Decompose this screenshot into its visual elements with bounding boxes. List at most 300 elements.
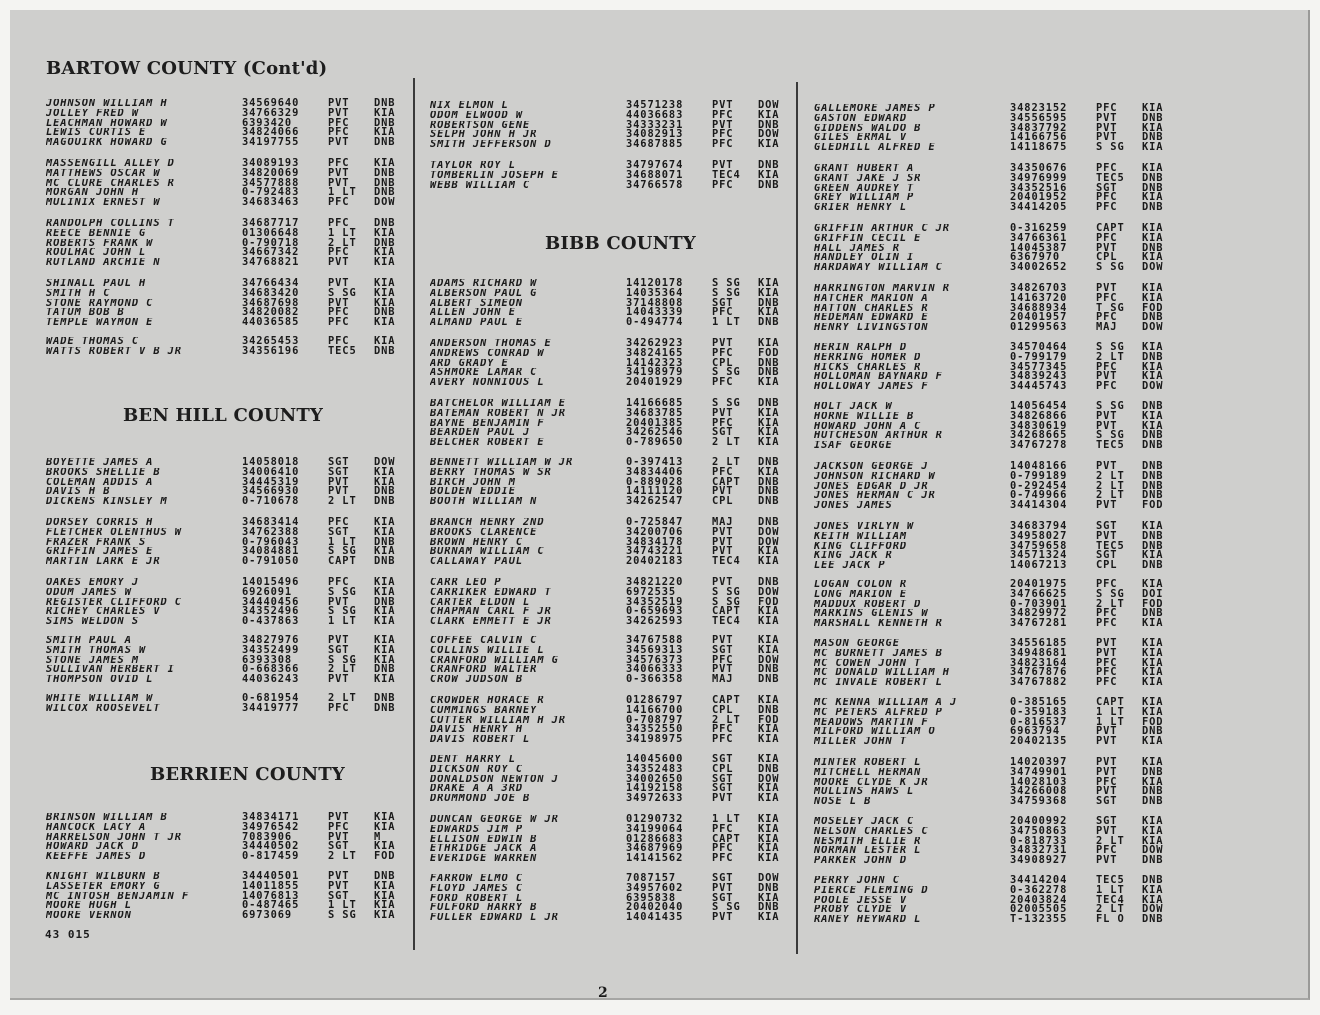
status-code: KIA <box>758 108 780 121</box>
casualty-name: WILCOX ROOSEVELT <box>46 703 161 714</box>
rank: S SG <box>712 397 741 409</box>
serial-number: 0-437863 <box>242 615 300 628</box>
status-code: KIA <box>1142 893 1164 906</box>
rank: 2 LT <box>1096 489 1125 502</box>
rank: PFC <box>712 852 734 865</box>
casualty-row <box>46 219 414 229</box>
serial-number: 14142323 <box>626 356 684 369</box>
casualty-name: HERIN RALPH D <box>814 343 908 353</box>
casualty-row <box>430 772 798 785</box>
status-code: KIA <box>758 733 780 746</box>
status-code: DNB <box>1142 795 1164 808</box>
casualty-row <box>46 595 414 608</box>
serial-number: 14120178 <box>626 277 684 289</box>
status-code: DNB <box>758 881 780 894</box>
casualty-name: HOLLOMAN BAYNARD F <box>814 372 943 383</box>
casualty-name: MILFORD WILLIAM O <box>814 727 936 738</box>
rank: 2 LT <box>1096 469 1125 482</box>
serial-number: 34827976 <box>242 634 300 646</box>
casualty-name: HOLT JACK W <box>814 402 893 412</box>
status-code: KIA <box>758 911 780 924</box>
serial-number: 34352496 <box>242 605 300 618</box>
casualty-group <box>430 458 798 507</box>
status-code: DNB <box>758 456 780 468</box>
rank: CPL <box>712 356 734 369</box>
serial-number: 34820069 <box>242 166 300 179</box>
status-code: KIA <box>1142 656 1164 669</box>
rank: PFC <box>1096 380 1118 393</box>
rank: MAJ <box>712 516 734 528</box>
casualty-name: DORSEY CORRIS H <box>46 518 154 528</box>
casualty-name: ELLISON EDWIN B <box>430 834 538 845</box>
casualty-name: ALBERSON PAUL G <box>430 288 538 299</box>
casualty-row <box>430 279 798 289</box>
status-code: KIA <box>374 879 396 892</box>
status-code: DNB <box>1142 479 1164 492</box>
rank: S SG <box>1096 261 1125 274</box>
serial-number: 34414304 <box>1010 499 1068 512</box>
serial-number: 34082913 <box>626 128 684 141</box>
serial-number: 6393308 <box>242 653 293 666</box>
serial-number: 7087157 <box>626 872 677 884</box>
casualty-name: BEARDEN PAUL J <box>430 428 531 439</box>
rank: CAPT <box>712 475 741 488</box>
rank: PVT <box>328 256 350 269</box>
rank: 1 LT <box>328 535 357 548</box>
serial-number: 34824165 <box>626 346 684 359</box>
casualty-name: KING JACK R <box>814 551 893 562</box>
casualty-name: BOLDEN EDDIE <box>430 487 516 498</box>
casualty-row <box>46 901 414 911</box>
status-code: KIA <box>374 605 396 618</box>
casualty-name: ADAMS RICHARD W <box>430 279 538 289</box>
status-code: KIA <box>1142 370 1164 383</box>
casualty-row <box>430 854 798 864</box>
rank: PFC <box>1096 191 1118 204</box>
serial-number: 01299563 <box>1010 321 1068 334</box>
casualty-row <box>814 301 1182 314</box>
casualty-name: CRANFORD WALTER <box>430 665 538 676</box>
serial-number: 34687698 <box>242 296 300 309</box>
status-code: KIA <box>758 832 780 845</box>
serial-number: 34199064 <box>626 822 684 835</box>
status-code: KIA <box>374 316 396 329</box>
casualty-group <box>430 518 798 567</box>
casualty-row <box>814 758 1182 768</box>
serial-number: 0-385165 <box>1010 696 1068 708</box>
status-code: DOI <box>1142 587 1164 600</box>
serial-number: 34556595 <box>1010 111 1068 124</box>
rank: S SG <box>712 595 741 608</box>
status-code: KIA <box>1142 775 1164 788</box>
rank: PFC <box>1096 617 1118 630</box>
status-code: KIA <box>1142 251 1164 264</box>
casualty-name: DAVIS HENRY H <box>430 725 524 736</box>
casualty-group <box>430 399 798 448</box>
status-code: DNB <box>1142 171 1164 184</box>
rank: S SG <box>1096 400 1125 412</box>
casualty-name: BATEMAN ROBERT N JR <box>430 408 566 419</box>
casualty-name: FLOYD JAMES C <box>430 883 524 894</box>
casualty-name: CARRIKER EDWARD T <box>430 587 552 598</box>
rank: PVT <box>328 811 350 823</box>
rank: S SG <box>1096 341 1125 353</box>
casualty-name: ALMAND PAUL E <box>430 318 524 328</box>
casualty-name: BIRCH JOHN M <box>430 477 516 488</box>
status-code: KIA <box>1142 578 1164 590</box>
status-code: DNB <box>1142 400 1164 412</box>
serial-number: 34667342 <box>242 246 300 259</box>
casualty-row <box>430 101 798 111</box>
rank: PVT <box>328 97 350 109</box>
casualty-row <box>430 296 798 309</box>
serial-number: 14041435 <box>626 911 684 924</box>
status-code: DOW <box>1142 844 1164 857</box>
casualty-name: SMITH JEFFERSON D <box>430 140 552 150</box>
status-code: DNB <box>374 485 396 498</box>
casualty-row <box>430 643 798 656</box>
casualty-row <box>430 735 798 745</box>
casualty-row <box>430 844 798 854</box>
rank: S SG <box>712 585 741 598</box>
rank: S SG <box>328 585 357 598</box>
status-code: DNB <box>1142 429 1164 442</box>
rank: PVT <box>1096 725 1118 738</box>
casualty-row <box>430 713 798 726</box>
casualty-name: BENNETT WILLIAM W JR <box>430 458 574 468</box>
status-code: KIA <box>1142 222 1164 234</box>
serial-number: 34577888 <box>242 176 300 189</box>
casualty-name: PIERCE FLEMING D <box>814 885 929 896</box>
status-code: KIA <box>1142 419 1164 432</box>
serial-number: 34823152 <box>1010 102 1068 114</box>
rank: CPL <box>712 762 734 775</box>
serial-number: 34197755 <box>242 136 300 149</box>
casualty-row <box>46 487 414 497</box>
casualty-name: HENRY LIVINGSTON <box>814 323 929 333</box>
county-heading: BEN HILL COUNTY <box>123 405 324 426</box>
status-code: KIA <box>374 909 396 922</box>
rank: PVT <box>1096 854 1118 867</box>
casualty-row <box>814 231 1182 244</box>
casualty-name: ANDREWS CONRAD W <box>430 348 545 359</box>
rank: PVT <box>1096 529 1118 542</box>
serial-number: 7083906 <box>242 830 293 843</box>
status-code: KIA <box>374 673 396 686</box>
casualty-row <box>46 116 414 129</box>
status-code: KIA <box>374 277 396 289</box>
serial-number: 14118675 <box>1010 141 1068 154</box>
status-code: KIA <box>1142 121 1164 134</box>
serial-number: T-132355 <box>1010 913 1068 926</box>
serial-number: 34445319 <box>242 475 300 488</box>
status-code: KIA <box>374 840 396 853</box>
rank: SGT <box>1096 549 1118 562</box>
casualty-name: DRUMMOND JOE B <box>430 794 531 804</box>
casualty-name: CARR LEO P <box>430 578 502 588</box>
casualty-row <box>430 416 798 429</box>
rank: TEC4 <box>1096 893 1125 906</box>
casualty-name: ROULHAC JOHN L <box>46 248 147 259</box>
serial-number: 34576373 <box>626 653 684 666</box>
casualty-group <box>814 224 1182 273</box>
rank: PVT <box>1096 460 1118 472</box>
rank: PFC <box>328 701 350 714</box>
casualty-row <box>46 879 414 892</box>
serial-number: 6972535 <box>626 585 677 598</box>
casualty-row <box>430 525 798 538</box>
rank: SGT <box>712 643 734 656</box>
status-code: DNB <box>758 495 780 508</box>
rank: SGT <box>712 782 734 795</box>
status-code: DNB <box>1142 785 1164 798</box>
serial-number: 34767278 <box>1010 439 1068 452</box>
status-code: KIA <box>758 555 780 568</box>
casualty-group <box>814 639 1182 688</box>
casualty-name: TEMPLE WAYMON E <box>46 318 154 328</box>
serial-number: 34352483 <box>626 762 684 775</box>
casualty-row <box>430 784 798 794</box>
rank: 2 LT <box>328 692 357 704</box>
serial-number: 0-703901 <box>1010 597 1068 610</box>
casualty-name: FARROW ELMO C <box>430 874 524 884</box>
status-code: KIA <box>758 436 780 449</box>
serial-number: 6393420 <box>242 116 293 129</box>
rank: CAPT <box>712 605 741 618</box>
casualty-name: MORGAN JOHN H <box>46 188 140 199</box>
casualty-row <box>814 323 1182 333</box>
serial-number: 34440456 <box>242 595 300 608</box>
rank: PFC <box>1096 231 1118 244</box>
status-code: DOW <box>758 99 780 111</box>
casualty-name: MC BURNETT JAMES B <box>814 648 943 659</box>
casualty-name: CUMMINGS BARNEY <box>430 705 538 716</box>
serial-number: 34749901 <box>1010 765 1068 778</box>
serial-number: 14166685 <box>626 397 684 409</box>
casualty-row <box>46 286 414 299</box>
serial-number: 34766329 <box>242 106 300 119</box>
casualty-row <box>814 656 1182 669</box>
status-code: KIA <box>758 406 780 419</box>
serial-number: 0-796043 <box>242 535 300 548</box>
casualty-name: DAVIS ROBERT L <box>430 735 531 745</box>
status-code: KIA <box>374 545 396 558</box>
casualty-name: HUTCHESON ARTHUR R <box>814 431 943 442</box>
casualty-row <box>430 903 798 913</box>
casualty-row <box>814 441 1182 451</box>
page-number: 2 <box>598 985 608 1001</box>
rank: PVT <box>1096 370 1118 383</box>
rank: PVT <box>328 830 350 843</box>
serial-number: 34352499 <box>242 643 300 656</box>
casualty-name: CLARK EMMETT E JR <box>430 617 552 627</box>
casualty-group <box>46 813 414 862</box>
casualty-row <box>46 852 414 862</box>
rank: TEC5 <box>1096 439 1125 452</box>
serial-number: 20401929 <box>626 376 684 389</box>
status-code: KIA <box>758 842 780 855</box>
casualty-name: MOORE VERNON <box>46 911 132 921</box>
rank: PFC <box>328 316 350 329</box>
casualty-name: HOWARD JOHN A C <box>814 421 922 432</box>
status-code: DNB <box>1142 559 1164 572</box>
casualty-row <box>814 883 1182 896</box>
casualty-name: MC CLURE CHARLES R <box>46 178 175 189</box>
casualty-row <box>814 846 1182 856</box>
serial-number: 34759368 <box>1010 795 1068 808</box>
rank: 1 LT <box>328 615 357 628</box>
casualty-name: MC INVALE ROBERT L <box>814 678 943 688</box>
rank: PVT <box>712 911 734 924</box>
rank: MAJ <box>1096 321 1118 334</box>
status-code: DNB <box>374 555 396 568</box>
casualty-row <box>430 822 798 835</box>
casualty-name: MASSENGILL ALLEY D <box>46 159 175 169</box>
status-code: KIA <box>758 168 780 181</box>
serial-number: 34440502 <box>242 840 300 853</box>
casualty-row <box>46 226 414 239</box>
status-code: DNB <box>758 178 780 191</box>
rank: PVT <box>712 118 734 131</box>
casualty-name: SMITH THOMAS W <box>46 645 147 656</box>
casualty-row <box>814 419 1182 432</box>
casualty-name: GILES ERMAL V <box>814 133 908 144</box>
status-code: DNB <box>1142 529 1164 542</box>
serial-number: 34797674 <box>626 159 684 171</box>
casualty-row <box>430 118 798 131</box>
serial-number: 0-708797 <box>626 713 684 726</box>
casualty-row <box>430 346 798 359</box>
serial-number: 34266008 <box>1010 785 1068 798</box>
serial-number: 34830619 <box>1010 419 1068 432</box>
serial-number: 34569640 <box>242 97 300 109</box>
rank: SGT <box>328 889 350 902</box>
rank: TEC4 <box>712 555 741 568</box>
casualty-name: GREEN AUDREY T <box>814 183 915 194</box>
rank: 1 LT <box>1096 705 1125 718</box>
casualty-name: HANCOCK LACY A <box>46 822 147 833</box>
status-code: DNB <box>1142 350 1164 363</box>
status-code: DNB <box>1142 439 1164 452</box>
status-code: KIA <box>1142 191 1164 204</box>
casualty-group <box>46 872 414 921</box>
status-code: DNB <box>374 97 396 109</box>
status-code: KIA <box>374 899 396 912</box>
casualty-row <box>814 715 1182 728</box>
serial-number: 01286797 <box>626 694 684 706</box>
casualty-name: LONG MARION E <box>814 589 908 600</box>
status-code: DNB <box>1142 607 1164 620</box>
serial-number: 20403824 <box>1010 893 1068 906</box>
casualty-row <box>46 653 414 666</box>
casualty-row <box>46 258 414 268</box>
rank: SGT <box>712 296 734 309</box>
rank: PFC <box>1096 360 1118 373</box>
status-code: FOD <box>1142 499 1164 512</box>
casualty-row <box>430 755 798 765</box>
rank: PFC <box>1096 656 1118 669</box>
casualty-group <box>46 99 414 148</box>
rank: PVT <box>712 485 734 498</box>
serial-number: 34683420 <box>242 286 300 299</box>
casualty-row <box>430 475 798 488</box>
casualty-row <box>46 188 414 198</box>
status-code: KIA <box>1142 824 1164 837</box>
serial-number: 34356196 <box>242 344 300 357</box>
casualty-name: KNIGHT WILBURN B <box>46 872 161 882</box>
casualty-row <box>430 518 798 528</box>
rank: 1 LT <box>712 813 741 825</box>
casualty-name: ANDERSON THOMAS E <box>430 339 552 349</box>
rank: PVT <box>328 277 350 289</box>
serial-number: 44036585 <box>242 316 300 329</box>
rank: PVT <box>712 634 734 646</box>
serial-number: 14111120 <box>626 485 684 498</box>
casualty-row <box>430 368 798 378</box>
serial-number: 0-359183 <box>1010 705 1068 718</box>
casualty-row <box>814 905 1182 915</box>
serial-number: 0-818733 <box>1010 834 1068 847</box>
rank: SGT <box>328 525 350 538</box>
serial-number: 34570464 <box>1010 341 1068 353</box>
status-code: DNB <box>758 576 780 588</box>
serial-number: 14028103 <box>1010 775 1068 788</box>
casualty-name: JONES EDGAR D JR <box>814 481 929 492</box>
rank: PFC <box>712 416 734 429</box>
casualty-name: MADDUX ROBERT D <box>814 599 922 610</box>
casualty-name: HORNE WILLIE B <box>814 411 915 422</box>
casualty-group <box>430 755 798 804</box>
casualty-name: EVERIDGE WARREN <box>430 854 538 864</box>
casualty-row <box>46 279 414 289</box>
casualty-name: HOWARD JACK D <box>46 842 140 853</box>
casualty-name: DONALDSON NEWTON J <box>430 774 559 785</box>
casualty-name: HOLLOWAY JAMES F <box>814 382 929 392</box>
casualty-name: MITCHELL HERMAN <box>814 767 922 778</box>
casualty-row <box>430 108 798 121</box>
rank: PVT <box>712 545 734 558</box>
serial-number: 34766434 <box>242 277 300 289</box>
status-code: KIA <box>758 138 780 151</box>
status-code: DNB <box>1142 131 1164 144</box>
rank: SGT <box>328 456 350 468</box>
rank: PFC <box>712 465 734 478</box>
status-code: DNB <box>1142 489 1164 502</box>
status-code: DNB <box>1142 241 1164 254</box>
casualty-name: GRIFFIN JAMES E <box>46 547 154 558</box>
casualty-name: BRANCH HENRY 2ND <box>430 518 545 528</box>
casualty-name: TAYLOR ROY L <box>430 161 516 171</box>
status-code: FOD <box>1142 715 1164 728</box>
rank: PFC <box>328 335 350 347</box>
casualty-group <box>814 522 1182 571</box>
rank: 1 LT <box>328 226 357 239</box>
status-code: FOD <box>374 850 396 863</box>
casualty-name: CALLAWAY PAUL <box>430 557 524 567</box>
casualty-name: MC KENNA WILLIAM A J <box>814 698 958 708</box>
rank: PVT <box>1096 646 1118 659</box>
serial-number: 0-366358 <box>626 673 684 686</box>
status-code: FOD <box>1142 301 1164 314</box>
rank: CPL <box>712 495 734 508</box>
serial-number: 34577345 <box>1010 360 1068 373</box>
status-code: KIA <box>374 126 396 139</box>
casualty-row <box>46 889 414 902</box>
rank: PFC <box>712 178 734 191</box>
casualty-row <box>430 762 798 775</box>
serial-number: 34262593 <box>626 615 684 628</box>
county-heading: BIBB COUNTY <box>545 233 696 254</box>
